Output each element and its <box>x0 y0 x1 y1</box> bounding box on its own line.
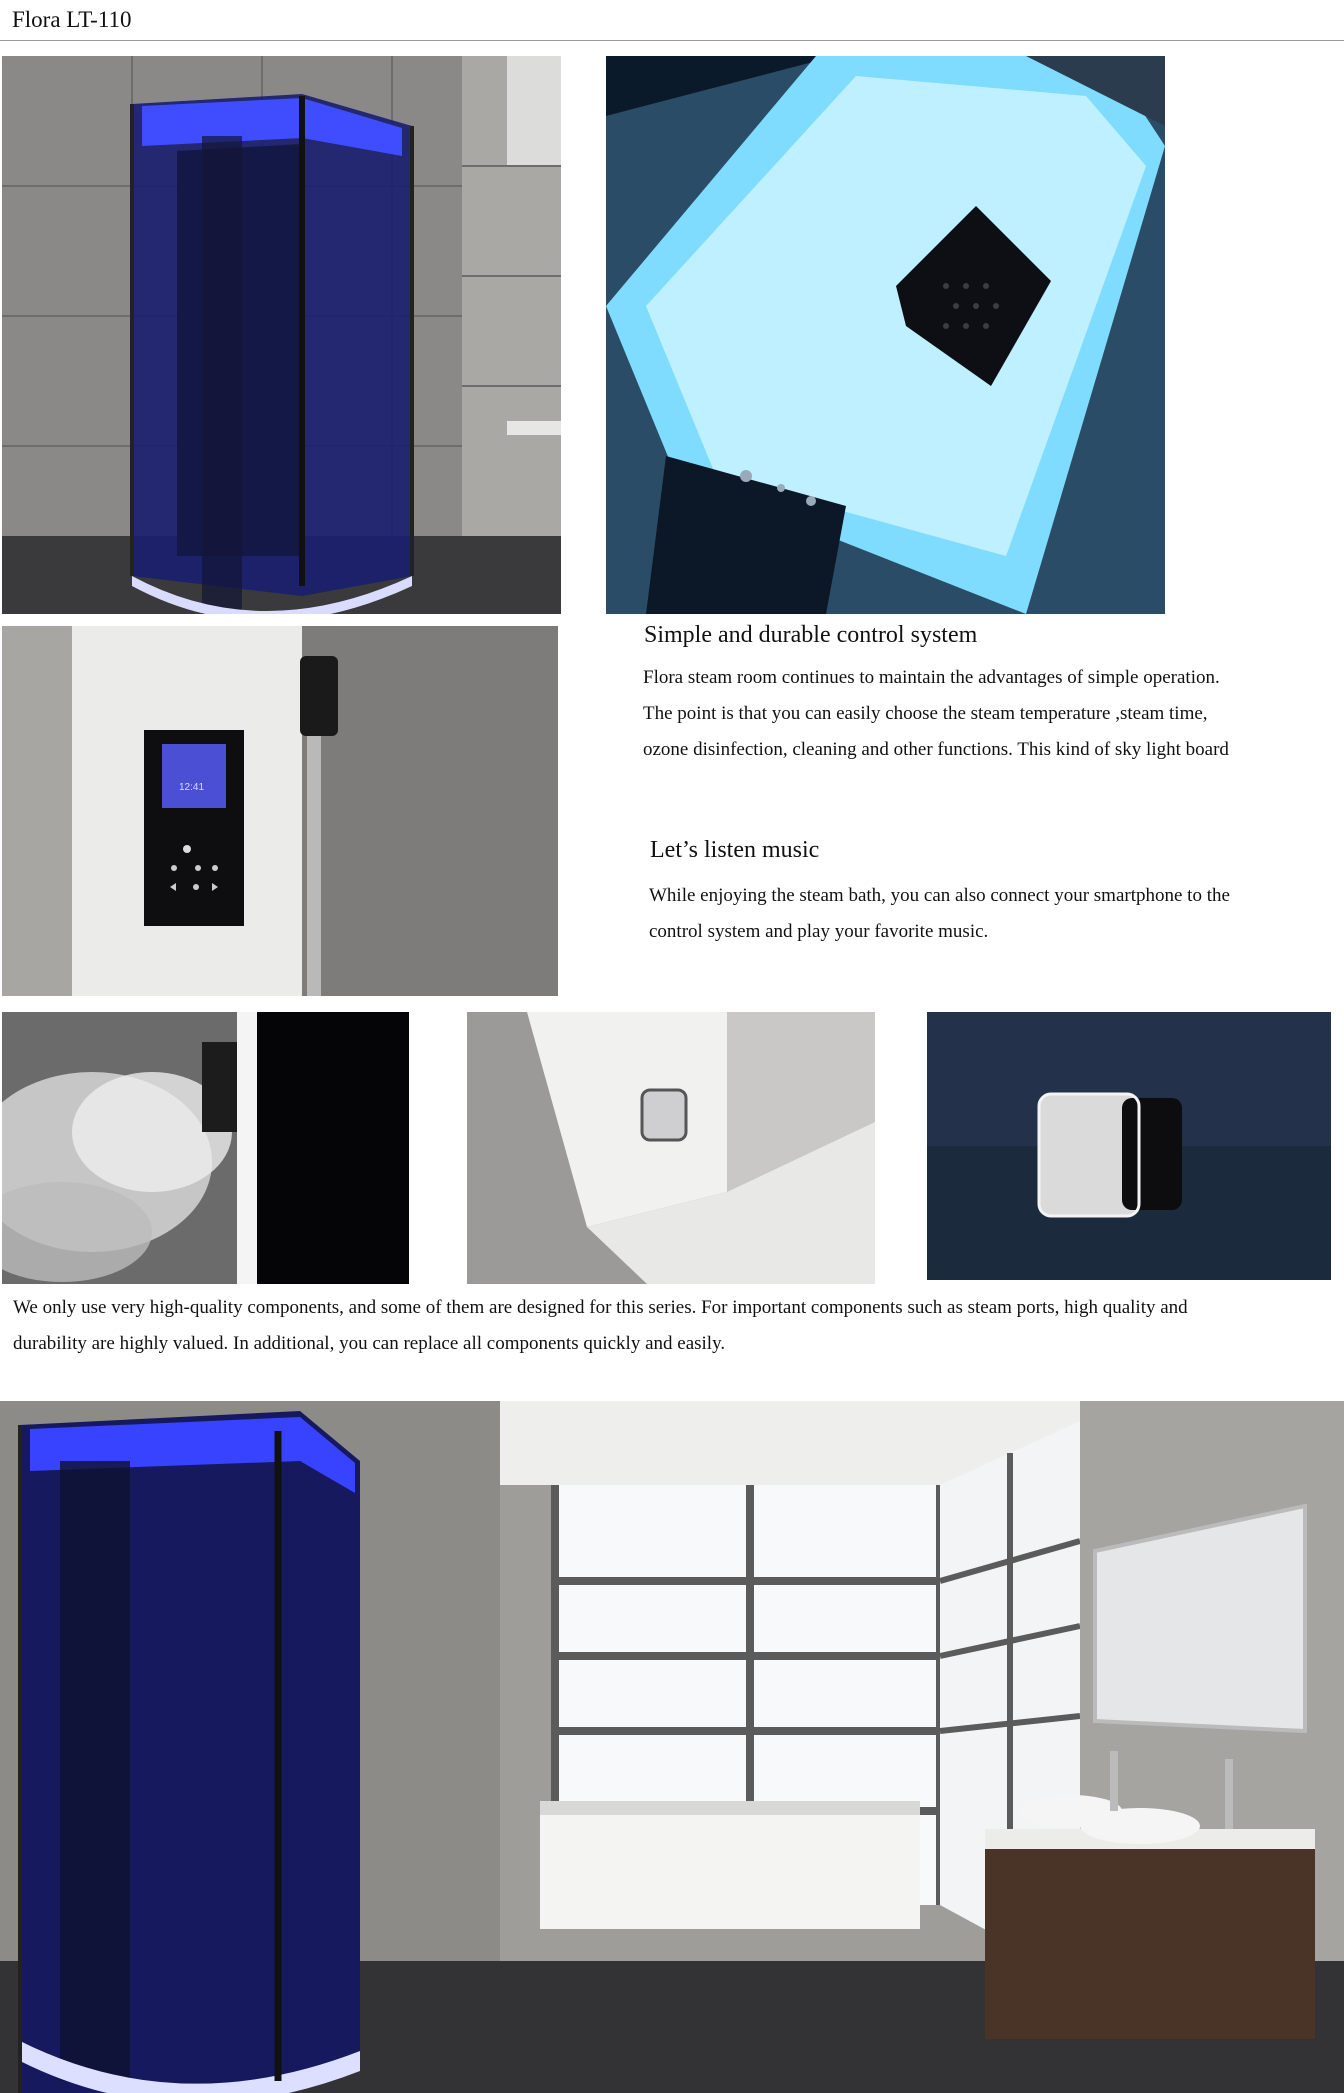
sky-light-ceiling-photo <box>606 56 1165 614</box>
components-line: We only use very high-quality components, and some of them are designed for this series. For important components such as steam ports, high quality and <box>13 1297 1188 1318</box>
control-system-line: The point is that you can easily choose the steam temperature ,steam time, <box>643 703 1208 724</box>
components-line: durability are highly valued. In additional, you can replace all components quickly and easily. <box>13 1333 726 1354</box>
music-line: While enjoying the steam bath, you can also connect your smartphone to the <box>649 885 1230 906</box>
music-line: control system and play your favorite music. <box>649 921 989 942</box>
control-panel-photo <box>2 626 558 996</box>
steam-port-photo <box>2 1012 409 1284</box>
steam-port-closeup-photo <box>927 1012 1331 1280</box>
steam-port-wall-photo <box>467 1012 875 1284</box>
page-title: Flora LT-110 <box>12 7 132 32</box>
music-heading: Let’s listen music <box>650 837 820 863</box>
control-system-line: ozone disinfection, cleaning and other functions. This kind of sky light board <box>643 739 1229 760</box>
control-system-paragraph <box>643 660 1229 768</box>
bathroom-panorama-photo <box>0 1401 1344 2093</box>
control-system-line: Flora steam room continues to maintain the advantages of simple operation. <box>643 667 1220 688</box>
components-paragraph <box>13 1290 1188 1362</box>
title-bar <box>0 0 1344 41</box>
control-panel-clock: 12:41 <box>179 782 205 793</box>
shower-cabin-photo <box>2 56 561 614</box>
control-system-heading: Simple and durable control system <box>644 622 978 648</box>
music-paragraph <box>649 878 1230 950</box>
